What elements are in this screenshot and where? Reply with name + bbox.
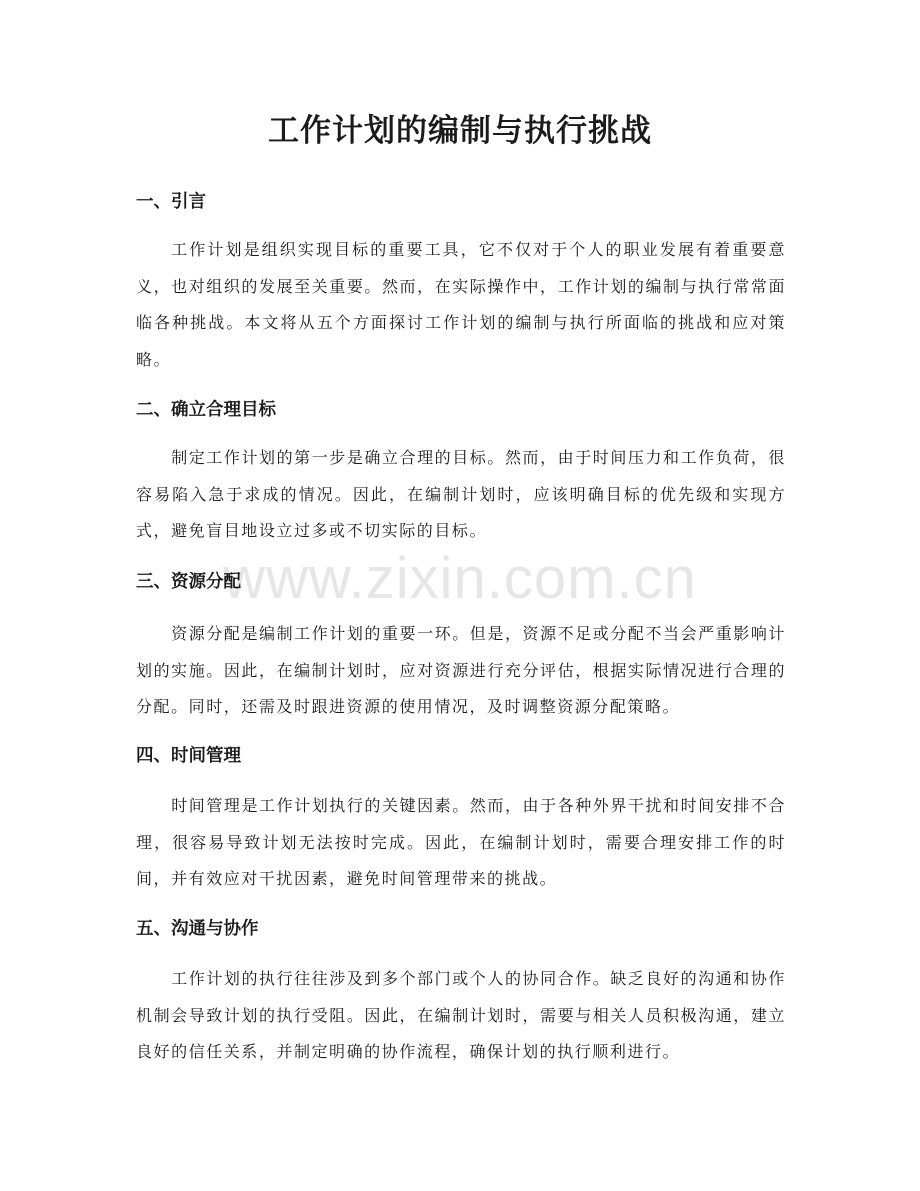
section-body-resources: 资源分配是编制工作计划的重要一环。但是，资源不足或分配不当会严重影响计划的实施。因此，在编制计划时，应对资源进行充分评估，根据实际情况进行合理的分配。同时，还需及时跟进资源的使用情况，及时调整资源分配策略。 [136,624,786,716]
section-heading-time-management: 四、时间管理 [136,746,241,766]
section-heading-communication: 五、沟通与协作 [136,919,259,939]
section-body-introduction: 工作计划是组织实现目标的重要工具，它不仅对于个人的职业发展有着重要意义，也对组织的发展至关重要。然而，在实际操作中，工作计划的编制与执行常常面临各种挑战。本文将从五个方面探讨工作计划的编制与执行所面临的挑战和应对策略。 [136,240,786,369]
section-body-time-management: 时间管理是工作计划执行的关键因素。然而，由于各种外界干扰和时间安排不合理，很容易导致计划无法按时完成。因此，在编制计划时，需要合理安排工作的时间，并有效应对干扰因素，避免时间管理带来的挑战。 [136,796,786,888]
section-body-communication: 工作计划的执行往往涉及到多个部门或个人的协同合作。缺乏良好的沟通和协作机制会导致计划的执行受阻。因此，在编制计划时，需要与相关人员积极沟通，建立良好的信任关系，并制定明确的协作流程，确保计划的执行顺利进行。 [136,969,786,1061]
section-heading-goals: 二、确立合理目标 [136,400,276,420]
page-title: 工作计划的编制与执行挑战 [268,113,652,149]
section-heading-resources: 三、资源分配 [136,572,241,592]
watermark: www.zixin.com.cn [223,546,697,611]
section-body-goals: 制定工作计划的第一步是确立合理的目标。然而，由于时间压力和工作负荷，很容易陷入急于求成的情况。因此，在编制计划时，应该明确目标的优先级和实现方式，避免盲目地设立过多或不切实际的目标。 [136,448,786,540]
section-heading-introduction: 一、引言 [136,192,206,212]
